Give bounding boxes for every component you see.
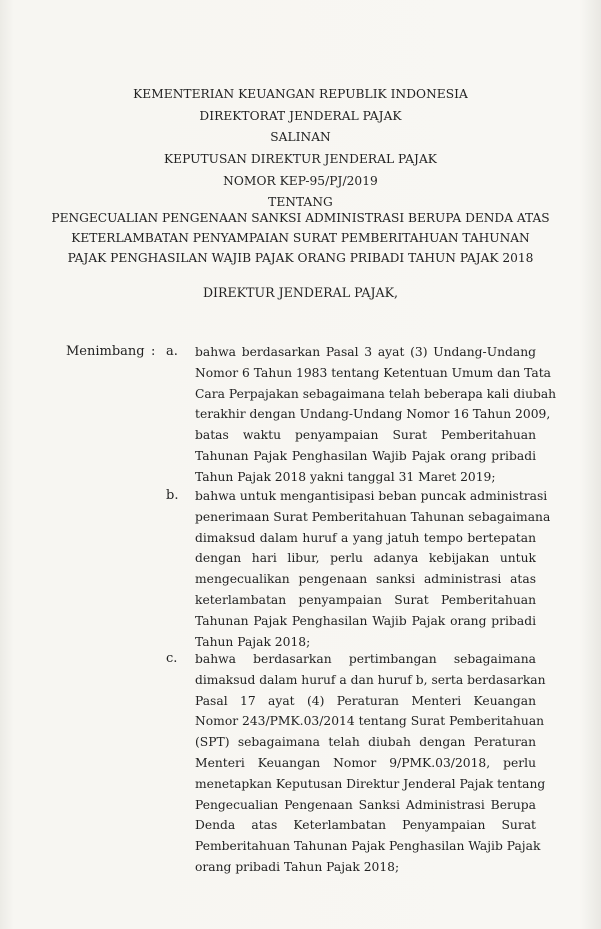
directorate-name: DIREKTORAT JENDERAL PAJAK [199, 108, 402, 123]
decision-title: KEPUTUSAN DIREKTUR JENDERAL PAJAK [164, 152, 437, 167]
item-letter-a: a. [166, 344, 178, 359]
director-heading: DIREKTUR JENDERAL PAJAK, [202, 285, 399, 300]
text-line: Tahunan Pajak Penghasilan Wajib Pajak orang pribadi [195, 448, 536, 463]
text-line: Pasal 17 ayat (4) Peraturan Menteri Keuangan [195, 693, 536, 708]
text-line: terakhir dengan Undang-Undang Nomor 16 Tahun 2009, [195, 407, 551, 422]
text-line: orang pribadi Tahun Pajak 2018; [195, 859, 400, 874]
decision-number: NOMOR KEP-95/PJ/2019 [223, 173, 378, 188]
item-text-b [195, 486, 551, 652]
text-line: dimaksud dalam huruf a yang jatuh tempo bertepatan [195, 530, 536, 545]
text-line: dengan hari libur, perlu adanya kebijakan untuk [195, 551, 536, 566]
text-line: Pemberitahuan Tahunan Pajak Penghasilan Wajib Pajak [195, 839, 541, 854]
text-line: Tahunan Pajak Penghasilan Wajib Pajak orang pribadi [195, 613, 536, 628]
text-line: Tahun Pajak 2018 yakni tanggal 31 Maret 2019; [195, 469, 496, 484]
text-line: Cara Perpajakan sebagaimana telah beberapa kali diubah [195, 386, 557, 401]
text-line: Pengecualian Pengenaan Sanksi Administrasi Berupa [195, 797, 536, 812]
subject-line: PAJAK PENGHASILAN WAJIB PAJAK ORANG PRIBADI TAHUN PAJAK 2018 [67, 251, 534, 265]
text-line: Nomor 6 Tahun 1983 tentang Ketentuan Umum dan Tata [195, 365, 551, 380]
subject-line: PENGECUALIAN PENGENAAN SANKSI ADMINISTRASI BERUPA DENDA ATAS [51, 211, 550, 225]
item-text-c [195, 649, 546, 878]
about-label: TENTANG [268, 195, 333, 210]
text-line: mengecualikan pengenaan sanksi administrasi atas [195, 572, 536, 587]
text-line: batas waktu penyampaian Surat Pemberitahuan [195, 428, 536, 443]
text-line: keterlambatan penyampaian Surat Pemberitahuan [195, 592, 536, 607]
text-line: bahwa berdasarkan Pasal 3 ayat (3) Undang-Undang [195, 345, 536, 359]
item-text-a [195, 342, 557, 488]
text-line: Denda atas Keterlambatan Penyampaian Surat [195, 818, 536, 833]
ministry-name: KEMENTERIAN KEUANGAN REPUBLIK INDONESIA [133, 87, 468, 101]
text-line: penerimaan Surat Pemberitahuan Tahunan sebagaimana [195, 509, 551, 524]
item-letter-c: c. [166, 651, 178, 666]
text-line: dimaksud dalam huruf a dan huruf b, serta berdasarkan [195, 672, 546, 687]
text-line: (SPT) sebagaimana telah diubah dengan Peraturan [195, 735, 536, 750]
text-line: Menteri Keuangan Nomor 9/PMK.03/2018, perlu [195, 755, 536, 770]
item-letter-b: b. [166, 488, 179, 503]
menimbang-colon: : [151, 344, 156, 359]
text-line: Tahun Pajak 2018; [195, 634, 311, 649]
text-line: Nomor 243/PMK.03/2014 tentang Surat Pemberitahuan [195, 714, 545, 729]
decision-subject [0, 208, 601, 268]
subject-line: KETERLAMBATAN PENYAMPAIAN SURAT PEMBERITAHUAN TAHUNAN [71, 231, 530, 245]
document-header [0, 84, 601, 214]
menimbang-label: Menimbang [66, 344, 145, 359]
text-line: menetapkan Keputusan Direktur Jenderal Pajak tentang [195, 776, 546, 791]
text-line: bahwa berdasarkan pertimbangan sebagaimana [195, 652, 536, 666]
text-line: bahwa untuk mengantisipasi beban puncak administrasi [195, 489, 548, 503]
copy-label: SALINAN [270, 130, 331, 145]
